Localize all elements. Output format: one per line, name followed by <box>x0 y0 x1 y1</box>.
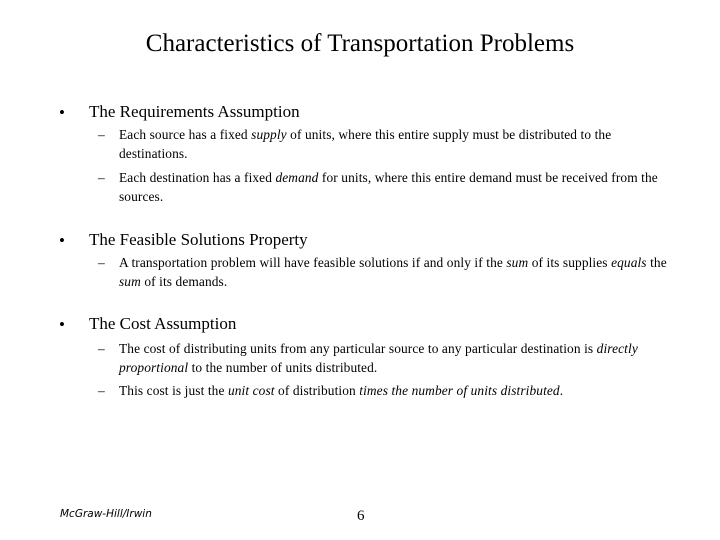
page-number: 6 <box>357 508 365 524</box>
sub-item-proportional: – The cost of distributing units from any particular source to any particular destination is directly proportional to the number of units distributed. <box>98 341 638 375</box>
emphasis-text: sum <box>506 255 529 270</box>
sub-item-demand: – Each destination has a fixed demand for units, where this entire demand must be received from the sources. <box>98 170 658 204</box>
section-heading-requirements: The Requirements Assumption <box>89 102 300 121</box>
emphasis-text: supply <box>251 127 287 142</box>
emphasis-text: unit cost <box>227 383 275 398</box>
emphasis-text: demand <box>275 170 319 185</box>
slide-title: Characteristics of Transportation Problems <box>145 30 575 57</box>
dash-marker: – <box>98 127 105 142</box>
dash-marker: – <box>98 255 105 270</box>
dash-marker: – <box>98 341 105 356</box>
sub-item-feasible: – A transportation problem will have feasible solutions if and only if the sum of its supplies equals the sum of its demands. <box>98 255 667 289</box>
dash-marker: – <box>98 170 105 185</box>
section-heading-cost: The Cost Assumption <box>89 314 237 333</box>
bullet-marker: • <box>59 103 65 122</box>
section-heading-feasible: The Feasible Solutions Property <box>89 230 308 249</box>
sub-item-unit-cost: – This cost is just the unit cost of distribution times the number of units distributed. <box>98 383 564 398</box>
emphasis-text: equals <box>611 255 647 270</box>
emphasis-text: sum <box>119 274 141 289</box>
bullet-marker: • <box>59 231 65 250</box>
emphasis-text: directly proportional <box>119 341 638 375</box>
bullet-marker: • <box>59 315 65 334</box>
emphasis-text: times the number of units distributed <box>359 383 560 398</box>
sub-item-supply: – Each source has a fixed supply of units, where this entire supply must be distributed to the destinations. <box>98 127 612 161</box>
dash-marker: – <box>98 383 105 398</box>
publisher-footer: McGraw-Hill/Irwin <box>60 508 152 520</box>
